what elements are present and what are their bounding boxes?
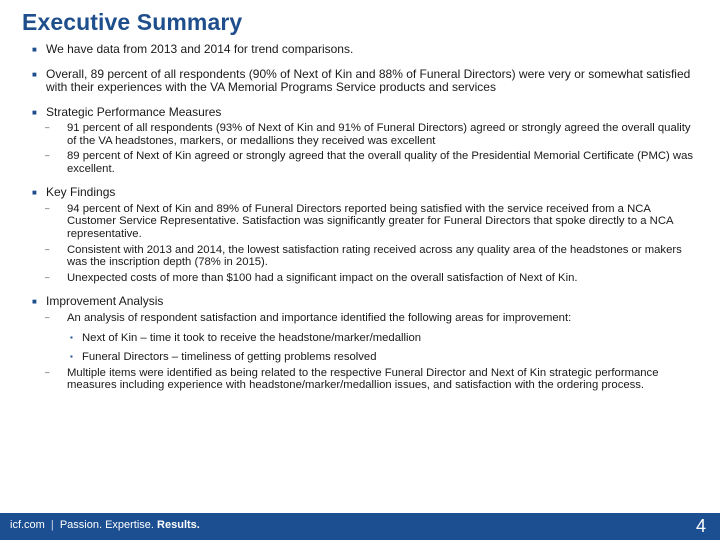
page-title: Executive Summary [22, 9, 243, 35]
bullet-trend-data [32, 43, 702, 57]
page-number: 4 [695, 516, 706, 536]
sub-bullet [32, 312, 702, 325]
sub-sub-bullet-text: Funeral Directors – timeliness of getting problems resolved [82, 351, 377, 364]
summary-content [32, 43, 702, 403]
footer-separator: | [50, 519, 54, 531]
bullet-text: Improvement Analysis [46, 294, 164, 309]
sub-bullet-text: 89 percent of Next of Kin agreed or strongly agreed that the overall quality of the Presidential Memorial Certificate (PMC) was excellent. [67, 150, 694, 175]
sub-bullet-text: An analysis of respondent satisfaction and importance identified the following areas for improvement: [67, 311, 572, 324]
square-bullet-icon: ■ [32, 188, 37, 198]
sub-bullet [32, 150, 702, 175]
footer-branding [10, 519, 200, 531]
footer-tagline-bold: Results. [157, 519, 200, 531]
sub-sub-bullet-text: Next of Kin – time it took to receive the headstone/marker/medallion [82, 331, 422, 344]
dash-bullet-icon: – [45, 367, 50, 377]
sub-bullet-text: 94 percent of Next of Kin and 89% of Funeral Directors reported being satisfied with the service received from a NCA Customer Service Representative. Satisfaction was significantly greater for Funeral Directors that spoke directly to a NCA representative. [67, 202, 673, 241]
dash-bullet-icon: – [45, 151, 50, 161]
footer-site-link[interactable]: icf.com [10, 519, 45, 531]
bullet-text: Key Findings [46, 185, 116, 200]
sub-bullet [32, 122, 702, 147]
dash-bullet-icon: – [45, 123, 50, 132]
sub-bullet [32, 272, 702, 285]
square-bullet-icon: ■ [32, 45, 37, 54]
square-bullet-icon: ■ [32, 69, 37, 79]
bullet-overall-satisfaction [32, 68, 702, 95]
bullet-strategic-measures [32, 106, 702, 176]
sub-bullet-text: Consistent with 2013 and 2014, the lowest satisfaction rating received across any quality area of the headstones or makers was the inscription depth (78% in 2015). [67, 243, 682, 269]
sub-bullet-text: 91 percent of all respondents (93% of Next of Kin and 91% of Funeral Directors) agreed or strongly agreed the overall quality of the VA headstones, markers, or medallions they received was excellent [67, 122, 691, 147]
sub-bullet [32, 203, 702, 241]
bullet-improvement-analysis [32, 295, 702, 391]
dash-bullet-icon: – [45, 244, 50, 254]
footer-bar [0, 513, 720, 540]
square-bullet-icon: ■ [32, 297, 37, 307]
sub-sub-bullet [32, 332, 702, 345]
square-bullet-icon: ■ [32, 107, 37, 117]
sub-bullet [32, 244, 702, 269]
dash-bullet-icon: – [45, 203, 50, 213]
small-square-bullet-icon: ▪ [70, 352, 73, 362]
dash-bullet-icon: – [45, 312, 50, 322]
sub-sub-bullet [32, 351, 702, 364]
sub-bullet [32, 367, 702, 392]
sub-bullet-text: Unexpected costs of more than $100 had a significant impact on the overall satisfaction of Next of Kin. [67, 271, 578, 284]
bullet-text: Strategic Performance Measures [46, 104, 222, 119]
dash-bullet-icon: – [45, 272, 50, 282]
bullet-text: Overall, 89 percent of all respondents (90% of Next of Kin and 88% of Funeral Directors) were very or somewhat satisfied with their experiences with the VA Memorial Programs Service products and services [46, 66, 691, 94]
footer-tagline: Passion. Expertise. [59, 519, 154, 531]
bullet-text: We have data from 2013 and 2014 for trend comparisons. [46, 42, 354, 56]
small-square-bullet-icon: ▪ [70, 332, 73, 342]
bullet-key-findings [32, 186, 702, 284]
sub-bullet-text: Multiple items were identified as being related to the respective Funeral Director and Next of Kin strategic performance measures including experience with headstone/marker/medallion issues, and satisfaction with the ordering process. [67, 366, 659, 392]
